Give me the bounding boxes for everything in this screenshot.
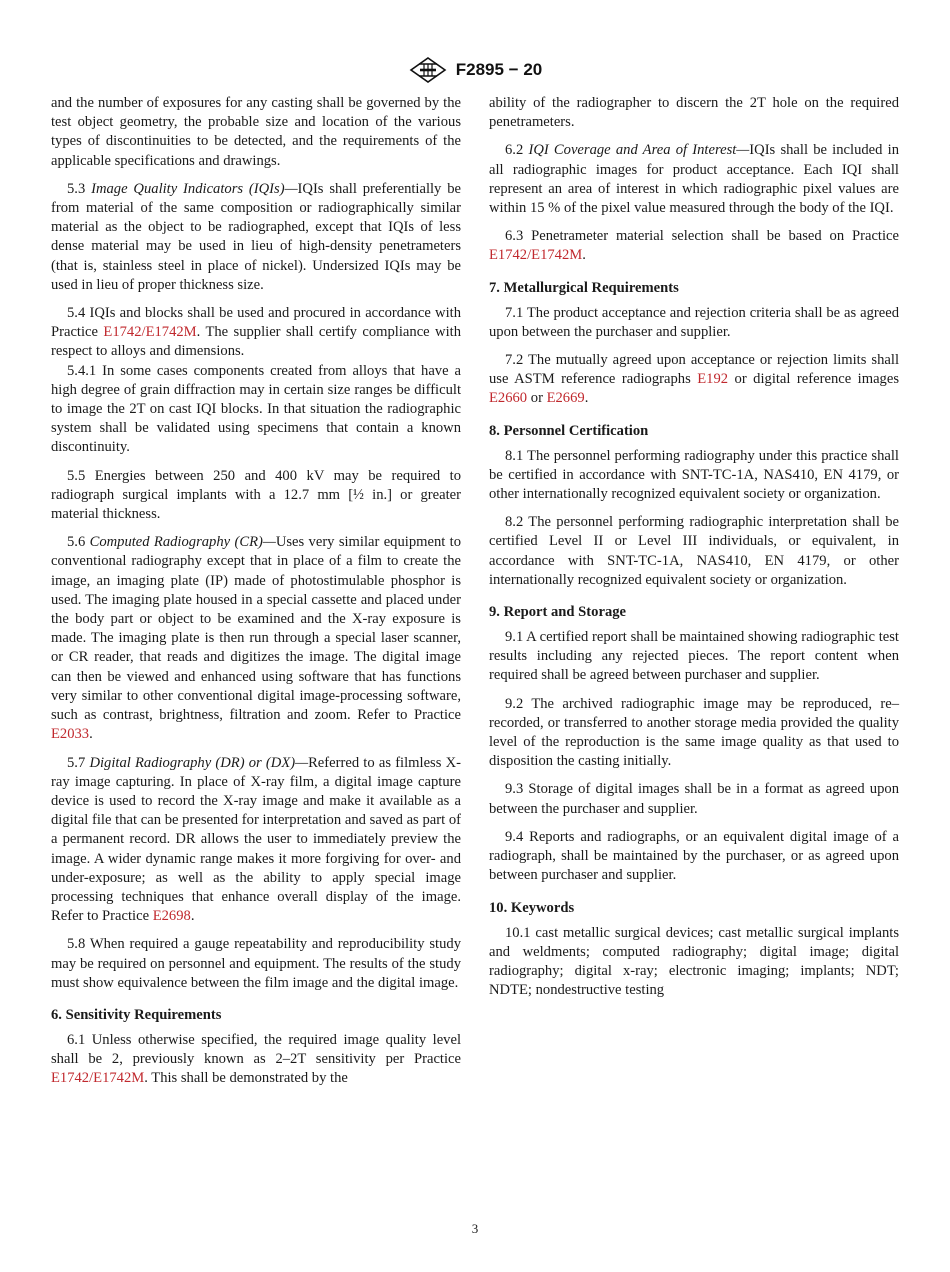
page-header (0, 57, 950, 83)
paragraph-6-3: 6.3 Penetrameter material selection shall be based on Practice E1742/E1742M. (489, 228, 899, 264)
link-e2660[interactable]: E2660 (489, 390, 528, 407)
left-column (51, 94, 461, 1098)
paragraph-5-3: 5.3 Image Quality Indicators (IQIs)—IQIs shall preferentially be from material of the same composition or radiographically similar material as the object to be radiographed, except that IQIs of less dense material may be used in lieu of high-density penetrameters (that is, stainless steel in place of nickel). Undersized IQIs may be used in lieu of proper thickness size. (51, 180, 461, 293)
paragraph-9-4: 9.4 Reports and radiographs, or an equivalent digital image of a radiograph, shall be maintained by the purchaser, or as agreed upon between purchaser and supplier. (489, 828, 899, 884)
astm-logo (408, 57, 448, 83)
paragraph-5-6-title: Computed Radiography (CR)— (89, 534, 276, 551)
paragraph-8-2: 8.2 The personnel performing radiographic interpretation shall be certified Level II or Level III individuals, or equivalent, in accordance with SNT-TC-1A, NAS410, EN 4179, or other internationally recognized equivalent society or organization. (489, 514, 899, 588)
link-e1742[interactable]: E1742/E1742M (103, 324, 197, 341)
page-number: 3 (471, 1221, 479, 1236)
paragraph-9-2: 9.2 The archived radiographic image may be reproduced, re–recorded, or transferred to another storage media provided the quality level of the reproduction is the same image quality as that used to disposition the casting initially. (489, 695, 899, 770)
paragraph-6-2: 6.2 IQI Coverage and Area of Interest—IQIs shall be included in all radiographic images for product acceptance. Each IQI shall represent an area of interest in which radiographic pixel values are within 15 % of the pixel value measured through the body of the IQI. (489, 142, 899, 217)
section-heading-6: 6. Sensitivity Requirements (51, 1006, 222, 1023)
paragraph-5-4: 5.4 IQIs and blocks shall be used and procured in accordance with Practice E1742/E1742M. The supplier shall certify compliance with respect to alloys and dimensions. (51, 305, 461, 360)
section-heading-7: 7. Metallurgical Requirements (489, 279, 679, 296)
right-column (489, 94, 899, 1009)
paragraph-8-1: 8.1 The personnel performing radiography under this practice shall be certified in accordance with SNT-TC-1A, NAS410, EN 4179, or other internationally recognized equivalent society or organization. (489, 447, 899, 503)
paragraph-5-7-title: Digital Radiography (DR) or (DX)— (89, 754, 309, 771)
paragraph-5-6: 5.6 Computed Radiography (CR)—Uses very similar equipment to conventional radiography except that in place of a film to create the image, an imaging plate (IP) made of photostimulable phosphor is used. The imaging plate housed in a special cassette and placed under the body part or object to be examined and the X-ray exposure is made. The imaging plate is then run through a special laser scanner, or CR reader, that reads and digitizes the image. The digital image can then be viewed and enhanced using software that has functions very similar to other conventional digital image-processing software, such as contrast, brightness, filtration and zoom. Refer to Practice E2033. (51, 534, 461, 743)
paragraph-continued: and the number of exposures for any casting shall be governed by the test object geometry, the probable size and location of the various types of discontinuities to be detected, and the requirements of the applicable specifications and drawings. (51, 95, 461, 169)
section-heading-9: 9. Report and Storage (489, 604, 627, 621)
paragraph-6-2-title: IQI Coverage and Area of Interest— (528, 142, 750, 159)
paragraph-5-8: 5.8 When required a gauge repeatability and reproducibility study may be required on personnel and equipment. The results of the study must show equivalence between the film image and the digital image. (51, 936, 461, 991)
link-e2669[interactable]: E2669 (546, 390, 585, 407)
paragraph-10-1: 10.1 cast metallic surgical devices; cast metallic surgical implants and weldments; computed radiography; digital image; digital radiography; digital x-ray; electronic imaging; implants; NDT; NDTE; nondestructive testing (489, 924, 899, 999)
document-id: F2895 − 20 (455, 60, 543, 79)
paragraph-5-7: 5.7 Digital Radiography (DR) or (DX)—Referred to as filmless X-ray image capturing. In place of X-ray film, a digital image capture device is used to record the X-ray image and make it available as a digital file that can be presented for interpretation and saved as part of a permanent record. DR allows the user to immediately preview the image. A wider dynamic range makes it more forgiving for over- and under-exposure; as well as the ability to apply special image processing techniques that enhance overall display of the image. Refer to Practice E2698. (51, 754, 461, 925)
paragraph-9-3: 9.3 Storage of digital images shall be in a format as agreed upon between the purchaser and supplier. (489, 781, 899, 817)
link-e2698[interactable]: E2698 (152, 908, 191, 925)
paragraph-6-1: 6.1 Unless otherwise specified, the required image quality level shall be 2, previously known as 2–2T sensitivity per Practice E1742/E1742M. This shall be demonstrated by the (51, 1031, 461, 1087)
paragraph-5-3-title: Image Quality Indicators (IQIs)— (91, 180, 298, 197)
paragraph-9-1: 9.1 A certified report shall be maintained showing radiographic test results including any rejected pieces. The report content when required shall be agreed between purchaser and supplier. (489, 629, 899, 684)
link-e2033[interactable]: E2033 (51, 726, 90, 743)
link-e1742[interactable]: E1742/E1742M (51, 1070, 145, 1087)
paragraph-5-4-1: 5.4.1 In some cases components created from alloys that have a high degree of grain diffraction may in certain size ranges be difficult to image the 2T on cast IQI blocks. In that situation the radiographic system shall be validated using specimens that contain a known discontinuity. (51, 362, 461, 456)
paragraph-continued: ability of the radiographer to discern the 2T hole on the required penetrameters. (489, 95, 899, 131)
section-heading-8: 8. Personnel Certification (489, 422, 649, 439)
link-e192[interactable]: E192 (697, 371, 729, 388)
link-e1742[interactable]: E1742/E1742M (489, 247, 583, 264)
paragraph-5-5: 5.5 Energies between 250 and 400 kV may be required to radiograph surgical implants with a 12.7 mm [½ in.] or greater material thickness. (51, 467, 461, 523)
paragraph-7-2: 7.2 The mutually agreed upon acceptance or rejection limits shall use ASTM reference radiographs E192 or digital reference images E2660 or E2669. (489, 352, 900, 407)
paragraph-7-1: 7.1 The product acceptance and rejection criteria shall be as agreed upon between the purchaser and supplier. (489, 304, 899, 340)
section-heading-10: 10. Keywords (489, 899, 575, 916)
